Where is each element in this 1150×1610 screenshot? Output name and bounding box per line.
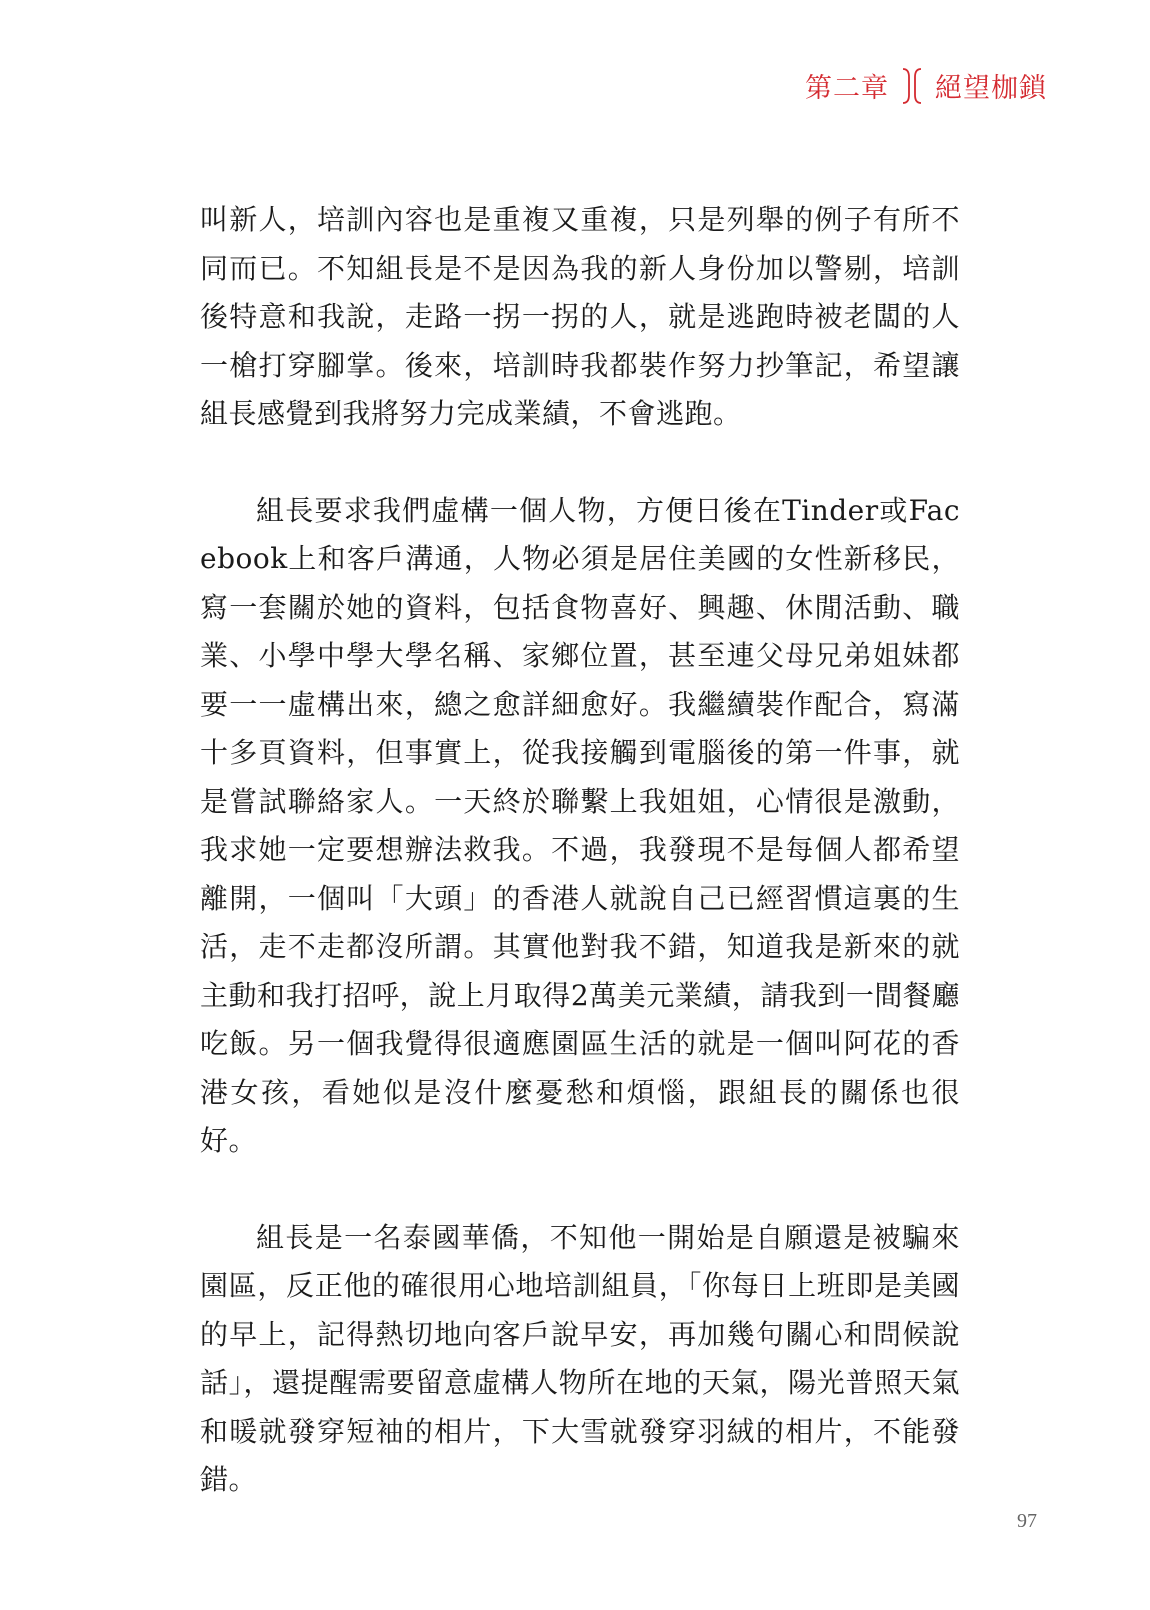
page-number: 97 [1017, 1510, 1037, 1532]
chapter-title: 絕望枷鎖 [935, 73, 1047, 104]
running-header [805, 66, 1047, 105]
header-bracket-divider-icon [901, 67, 923, 105]
chapter-label: 第二章 [805, 73, 889, 104]
paragraph-fictional-persona: 組長要求我們虛構一個人物，方便日後在Tinder或Facebook上和客戶溝通，人物必須是居住美國的女性新移民，寫一套關於她的資料，包括食物喜好、興趣、休閒活動、職業、小學中學大學名稱、家鄉位置，甚至連父母兄弟姐妹都要一一虛構出來，總之愈詳細愈好。我繼續裝作配合，寫滿十多頁資料，但事實上，從我接觸到電腦後的第一件事，就是嘗試聯絡家人。一天終於聯繫上我姐姐，心情很是激動，我求她一定要想辦法救我。不過，我發現不是每個人都希望離開，一個叫「大頭」的香港人就說自己已經習慣這裏的生活，走不走都沒所謂。其實他對我不錯，知道我是新來的就主動和我打招呼，說上月取得2萬美元業績，請我到一間餐廳吃飯。另一個我覺得很適應園區生活的就是一個叫阿花的香港女孩，看她似是沒什麼憂愁和煩惱，跟組長的關係也很好。 [200, 493, 960, 1157]
paragraph-continuation: 叫新人，培訓內容也是重複又重複，只是列舉的例子有所不同而已。不知組長是不是因為我的新人身份加以警剔，培訓後特意和我說，走路一拐一拐的人，就是逃跑時被老闆的人一槍打穿腳掌。後來，培訓時我都裝作努力抄筆記，希望讓組長感覺到我將努力完成業績，不會逃跑。 [200, 203, 960, 430]
paragraph-team-leader: 組長是一名泰國華僑，不知他一開始是自願還是被騙來園區，反正他的確很用心地培訓組員，「你每日上班即是美國的早上，記得熱切地向客戶說早安，再加幾句關心和問候說話」，還提醒需要留意虛構人物所在地的天氣，陽光普照天氣和暖就發穿短袖的相片，下大雪就發穿羽絨的相片，不能發錯。 [200, 1220, 960, 1496]
body-text [200, 196, 960, 1505]
